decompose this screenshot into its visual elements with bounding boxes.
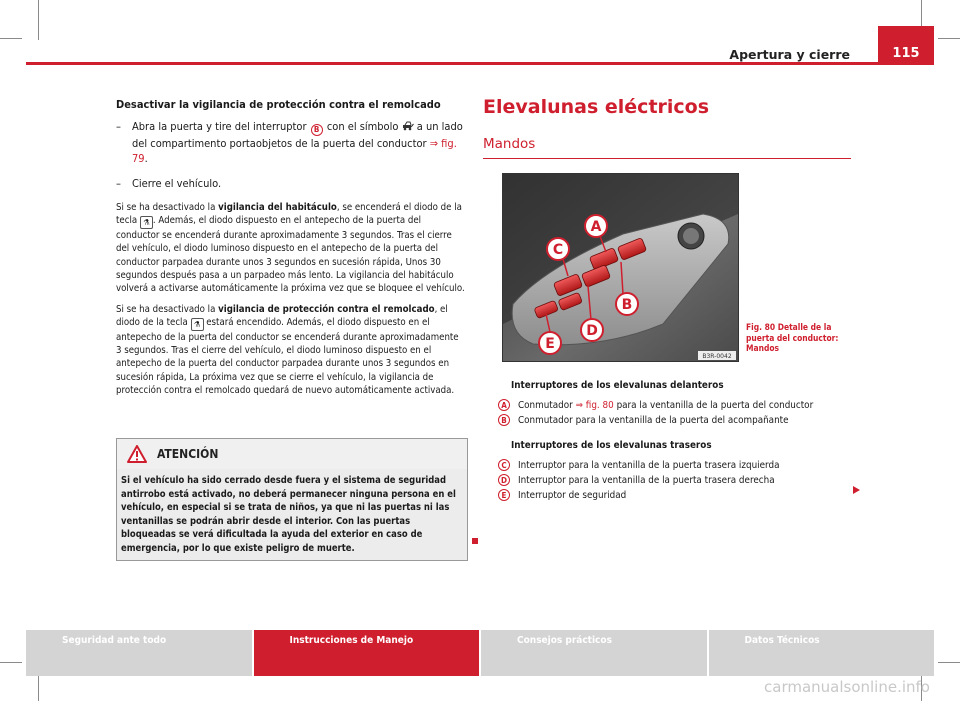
figure-code: B3R-0042	[702, 353, 732, 360]
item-a-pre: Conmutador	[518, 400, 573, 411]
para1-bold: vigilancia del habitáculo	[218, 201, 337, 213]
list-item	[501, 488, 871, 503]
item-d-text: Interruptor para la ventanilla de la puerta trasera derecha	[518, 475, 775, 486]
tab-seguridad[interactable]: Seguridad ante todo	[26, 630, 252, 676]
step-2-text: Cierre el vehículo.	[132, 176, 222, 190]
step-1-pre: Abra la puerta y tire del interruptor	[132, 120, 307, 134]
paragraph-remolcado	[116, 303, 466, 398]
left-column	[116, 98, 466, 404]
item-c-text: Interruptor para la ventanilla de la puerta trasera izquierda	[518, 460, 780, 471]
warning-body: Si el vehículo ha sido cerrado desde fuera y el sistema de seguridad antirrobo está activado, no deberá permanecer ninguna persona en el vehículo, en especial si se trata de niños, ya que ni las puertas ni las ventanillas se podrán abrir desde el interior. Con las puertas bloqueadas se verá dificultada la ayuda del exterior en caso de emergencia, por lo que existe peligro de muerte.	[117, 469, 467, 560]
step-1-post: a un lado del compartimento portaobjetos de la puerta del conductor	[132, 120, 463, 150]
badge-b: B	[311, 124, 323, 136]
figure-label-a: A	[590, 219, 602, 235]
step-1-end: .	[144, 151, 148, 165]
fig-79-link[interactable]: ⇒ fig. 79	[132, 136, 457, 165]
warning-box	[116, 438, 468, 561]
step-1-mid: con el símbolo	[326, 120, 399, 134]
right-column	[483, 96, 853, 152]
badge-b: B	[498, 414, 510, 426]
para2-d: estará encendido. Además, el diodo dispuesto en el antepecho de la puerta del conductor se encenderá durante aproximadamente 3 segundos. Tras el cierre del vehículo, el diodo luminoso dispuesto en el antepecho de la puerta del conductor parpadea durante unos 3 segundos en sucesión rápida, La próxima vez que se cierre el vehículo, la vigilancia de protección contra el remolcado quedará de nuevo automáticamente activada.	[116, 316, 459, 397]
para1-d: . Además, el diodo dispuesto en el antepecho de la puerta del conductor se encenderá durante aproximadamente 3 segundos. Tras el cierre del vehículo, el diodo luminoso dispuesto en el antepecho de la puerta del conductor parpadea durante unos 3 segundos en sucesión rápida, Unos 30 segundos después pasa a un parpadeo más lento. La vigilancia del habitáculo volverá a activarse automáticamente la próxima vez que se bloquee el vehículo.	[116, 215, 465, 295]
para2-c: , el diodo de la tecla	[116, 303, 448, 328]
page-number: 115	[878, 26, 934, 64]
item-b-text: Conmutador para la ventanilla de la puerta del acompañante	[518, 415, 789, 426]
tow-icon	[402, 121, 414, 131]
figure-caption: Fig. 80 Detalle de la puerta del conductor: Mandos	[746, 322, 839, 353]
subtitle-rule	[483, 158, 851, 159]
section-heading: Desactivar la vigilancia de protección contra el remolcado	[116, 98, 441, 111]
warning-header	[117, 439, 467, 469]
interior-monitor-key-icon: ⚗	[140, 216, 153, 229]
switch-list	[501, 378, 871, 503]
badge-d: D	[498, 474, 510, 486]
para1-c: , se encenderá el diodo de la tecla	[116, 201, 462, 227]
header-rule	[26, 62, 934, 65]
rear-heading: Interruptores de los elevalunas traseros	[511, 440, 712, 451]
watermark: carmanualsonline.info	[764, 678, 930, 696]
tab-instrucciones[interactable]: Instrucciones de Manejo	[254, 630, 480, 676]
figure-label-b: B	[621, 297, 633, 313]
badge-c: C	[498, 459, 510, 471]
chapter-title: Elevalunas eléctricos	[483, 96, 710, 118]
continue-arrow-icon	[853, 486, 860, 494]
door-controls-illustration	[503, 174, 738, 361]
figure-label-d: D	[586, 323, 598, 339]
crop-mark	[0, 38, 22, 39]
section-label: Apertura y cierre	[729, 47, 850, 62]
item-a-post: para la ventanilla de la puerta del conductor	[616, 400, 814, 411]
crop-mark	[0, 662, 22, 663]
dash: –	[116, 120, 121, 134]
badge-e: E	[498, 489, 510, 501]
footer-tabs	[26, 630, 934, 676]
tab-consejos[interactable]: Consejos prácticos	[481, 630, 707, 676]
para2-a: Si se ha desactivado la	[116, 303, 216, 315]
paragraph-habitaculo	[116, 201, 466, 296]
figure-label-e: E	[545, 336, 555, 352]
list-item	[501, 413, 871, 428]
warning-title: ATENCIÓN	[157, 447, 219, 461]
badge-a: A	[498, 399, 510, 411]
crop-mark	[938, 662, 960, 663]
tab-datos[interactable]: Datos Técnicos	[709, 630, 935, 676]
list-item	[501, 458, 871, 473]
chapter-subtitle: Mandos	[483, 136, 536, 152]
end-mark	[472, 538, 478, 544]
figure-label-c: C	[552, 242, 564, 258]
front-heading: Interruptores de los elevalunas delanteros	[511, 380, 724, 391]
crop-mark	[938, 38, 960, 39]
step-1	[116, 119, 466, 166]
step-1-text	[132, 119, 466, 166]
tow-key-icon: ⚗	[191, 318, 204, 331]
item-e-text: Interruptor de seguridad	[518, 490, 627, 501]
list-item	[501, 398, 871, 413]
list-item	[501, 473, 871, 488]
dash: –	[116, 176, 121, 190]
crop-mark	[38, 0, 39, 40]
para1-a: Si se ha desactivado la	[116, 201, 216, 213]
door-controls-figure	[502, 173, 739, 362]
para2-bold: vigilancia de protección contra el remolcado	[218, 303, 435, 315]
fig-80-link[interactable]: ⇒ fig. 80	[575, 400, 614, 411]
warning-icon	[127, 445, 147, 463]
step-2	[116, 176, 466, 191]
